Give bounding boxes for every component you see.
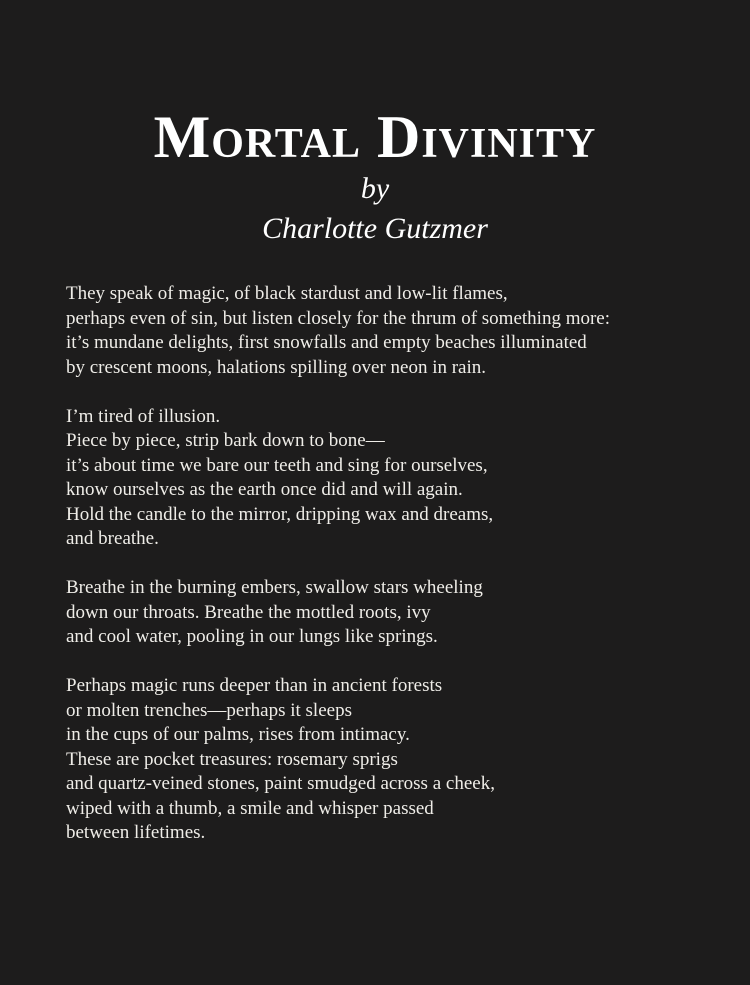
poem-line: Perhaps magic runs deeper than in ancient forests xyxy=(66,675,443,696)
poem-line: and breathe. xyxy=(66,528,159,549)
poem-title: Mortal Divinity xyxy=(153,104,597,170)
poem-line: Hold the candle to the mirror, dripping wax and dreams, xyxy=(66,503,494,525)
stanza-1 xyxy=(66,282,726,380)
poem-line: perhaps even of sin, but listen closely for the thrum of something more: xyxy=(66,307,611,329)
poem-line: wiped with a thumb, a smile and whisper passed xyxy=(66,797,434,819)
poem-line: and quartz-veined stones, paint smudged across a cheek, xyxy=(66,773,495,794)
poem-line: between lifetimes. xyxy=(66,822,206,843)
poem-body xyxy=(66,282,726,870)
poem-line: in the cups of our palms, rises from intimacy. xyxy=(66,724,410,745)
poem-line: by crescent moons, halations spilling over neon in rain. xyxy=(66,356,487,378)
stanza-2 xyxy=(66,405,726,552)
author-name: Charlotte Gutzmer xyxy=(262,212,488,245)
stanza-4 xyxy=(66,674,726,846)
poem-line: Breathe in the burning embers, swallow stars wheeling xyxy=(66,577,483,598)
poem-line: Piece by piece, strip bark down to bone— xyxy=(66,430,385,451)
poem-line: down our throats. Breathe the mottled roots, ivy xyxy=(66,601,431,623)
poem-line: know ourselves as the earth once did and will again. xyxy=(66,479,463,500)
by-line: by xyxy=(360,172,390,205)
poem-line: I’m tired of illusion. xyxy=(66,405,221,427)
stanza-3 xyxy=(66,576,726,650)
poem-line: it’s about time we bare our teeth and sing for ourselves, xyxy=(66,454,488,476)
poem-line: These are pocket treasures: rosemary sprigs xyxy=(66,748,398,770)
poem-line: it’s mundane delights, first snowfalls and empty beaches illuminated xyxy=(66,332,587,353)
poem-line: and cool water, pooling in our lungs like springs. xyxy=(66,626,438,647)
poem-line: or molten trenches—perhaps it sleeps xyxy=(66,699,352,721)
poem-line: They speak of magic, of black stardust and low-lit flames, xyxy=(66,283,508,304)
